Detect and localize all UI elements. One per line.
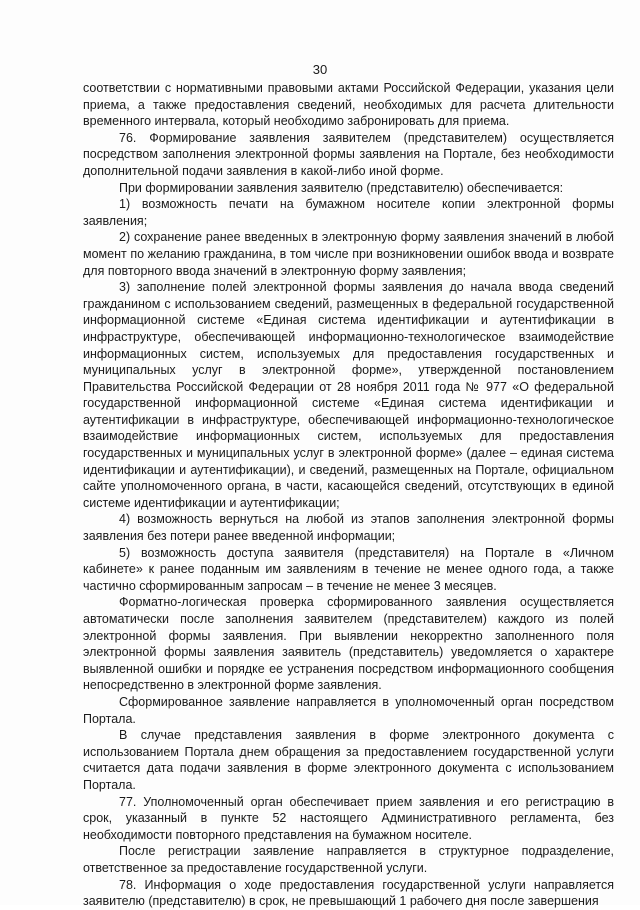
paragraph: В случае представления заявления в форме электронного документа с использованием Портала днем обращения за предоставлением государственной услуги считается дата подачи заявления в форме электронного документа с использованием Портала. [83,728,614,792]
paragraph: соответствии с нормативными правовыми актами Российской Федерации, указания цели приема, а также предоставления сведений, необходимых для расчета длительности временного интервала, который необходимо забронировать для приема. [83,81,614,129]
page-number: 30 [312,62,328,77]
paragraph: Сформированное заявление направляется в уполномоченный орган посредством Портала. [83,694,614,726]
paragraph: При формировании заявления заявителю (представителю) обеспечивается: [119,180,564,195]
paragraph: 77. Уполномоченный орган обеспечивает прием заявления и его регистрацию в срок, указанный в пункте 52 настоящего Административного регламента, без необходимости повторного представления на бумажном носителе. [83,794,614,842]
paragraph: 78. Информация о ходе предоставления государственной услуги направляется заявителю (представителю) в срок, не превышающий 1 рабочего дня после завершения [83,877,614,909]
paragraph: 3) заполнение полей электронной формы заявления до начала ввода сведений гражданином с использованием сведений, размещенных в федеральной государственной информационной системе «Единая система идентификации и аутентификации в инфраструктуре, обеспечивающей информационно-технологическое взаимодействие информационных систем, используемых для предоставления государственных и муниципальных услуг в электронной форме», утвержденной постановлением Правительства Российской Федерации от 28 ноября 2011 года № 977 «О федеральной государственной информационной системе «Единая система идентификации и аутентификации в инфраструктуре, обеспечивающей информационно-технологическое взаимодействие информационных систем, используемых для предоставления государственных и муниципальных услуг в электронной форме» (далее – единая система идентификации и аутентификации), и сведений, размещенных на Портале, официальном сайте уполномоченного органа, в части, касающейся сведений, отсутствующих в единой системе идентификации и аутентификации; [83,280,614,510]
paragraph: Форматно-логическая проверка сформированного заявления осуществляется автоматически после заполнения заявителем (представителем) каждого из полей электронной формы заявления. При выявлении некорректно заполненного поля электронной формы заявления заявитель (представитель) уведомляется о характере выявленной ошибки и порядке ее устранения посредством информационного сообщения непосредственно в электронной форме заявления. [83,595,614,693]
paragraph: 4) возможность вернуться на любой из этапов заполнения электронной формы заявления без потери ранее введенной информации; [83,512,614,544]
paragraph: 76. Формирование заявления заявителем (представителем) осуществляется посредством заполнения электронной формы заявления на Портале, без необходимости дополнительной подачи заявления в какой-либо иной форме. [83,130,614,178]
paragraph: После регистрации заявление направляется в структурное подразделение, ответственное за предоставление государственной услуги. [83,844,614,875]
document-body [83,80,614,910]
paragraph: 2) сохранение ранее введенных в электронную форму заявления значений в любой момент по желанию гражданина, в том числе при возникновении ошибок ввода и возврате для повторного ввода значений в электронную форму заявления; [83,230,614,278]
paragraph: 5) возможность доступа заявителя (представителя) на Портале в «Личном кабинете» к ранее поданным им заявлениям в течение не менее одного года, а также частично сформированным запросам – в течение не менее 3 месяцев. [83,545,614,593]
paragraph: 1) возможность печати на бумажном носителе копии электронной формы заявления; [83,197,614,228]
